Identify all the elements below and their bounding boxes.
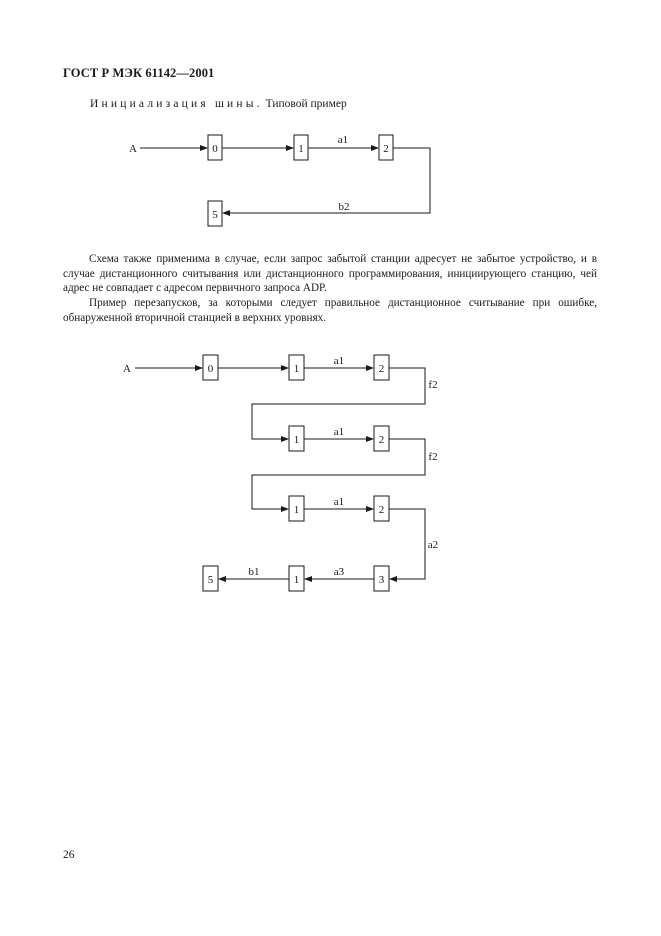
d2-r3-edge-a2-label: a2 [427, 539, 439, 551]
page-number: 26 [63, 849, 75, 861]
d2-r3-state-2-label: 2 [378, 504, 385, 516]
d2-r4-edge-b1-label: b1 [248, 566, 260, 578]
d1-edge-a1-label: a1 [337, 134, 349, 146]
d1-state-5-label: 5 [212, 209, 218, 221]
d1-arrow-2-to-5 [223, 148, 430, 213]
d1-edge-b2-label: b2 [338, 201, 350, 213]
d1-state-2-label: 2 [383, 143, 389, 155]
document-header: ГОСТ Р МЭК 61142—2001 [63, 66, 215, 80]
d2-r3-down-a2 [389, 509, 425, 579]
d2-r1-state-2-label: 2 [378, 363, 385, 375]
d1-state-1-label: 1 [298, 143, 304, 155]
d1-input-label: A [129, 143, 137, 155]
d2-r2-state-2-label: 2 [378, 434, 385, 446]
d2-r4-state-5-label: 5 [207, 574, 214, 586]
paragraph-2 [63, 296, 597, 325]
d2-r3-edge-a1-label: a1 [333, 496, 345, 508]
d2-r1-edge-a1-label: a1 [333, 355, 345, 367]
d2-r1-state-1-label: 1 [293, 363, 300, 375]
caption-rest-text: Типовой пример [265, 98, 347, 110]
d2-r2-edge-f2-label: f2 [428, 451, 438, 463]
paragraph-1 [63, 252, 597, 296]
d2-r4-edge-a3-label: a3 [333, 566, 345, 578]
d2-r4-state-3-label: 3 [378, 574, 385, 586]
d2-r2-edge-a1-label: a1 [333, 426, 345, 438]
d2-r4-state-1-label: 1 [293, 574, 300, 586]
d2-r1-state-0-label: 0 [207, 363, 214, 375]
paragraph-1-text: Схема также применима в случае, если запрос забытой станции адресует не забытое устройство, и в случае дистанционного считывания или дистанционного программирования, инициирующего станцию, чей адрес не совпадает с адресом первичного запроса ADP. [63, 253, 597, 295]
d2-r1-edge-f2-label: f2 [428, 379, 438, 391]
d2-r2-state-1-label: 1 [293, 434, 300, 446]
d2-input-label: A [123, 363, 131, 375]
d2-r3-state-1-label: 1 [293, 504, 300, 516]
caption-spaced-text: Инициализация шины. [90, 98, 263, 110]
paragraph-2-text: Пример перезапусков, за которыми следует правильное дистанционное считывание при ошибке, обнаруженной вторичной станцией в верхних уровнях. [63, 297, 597, 324]
d1-state-0-label: 0 [212, 143, 218, 155]
